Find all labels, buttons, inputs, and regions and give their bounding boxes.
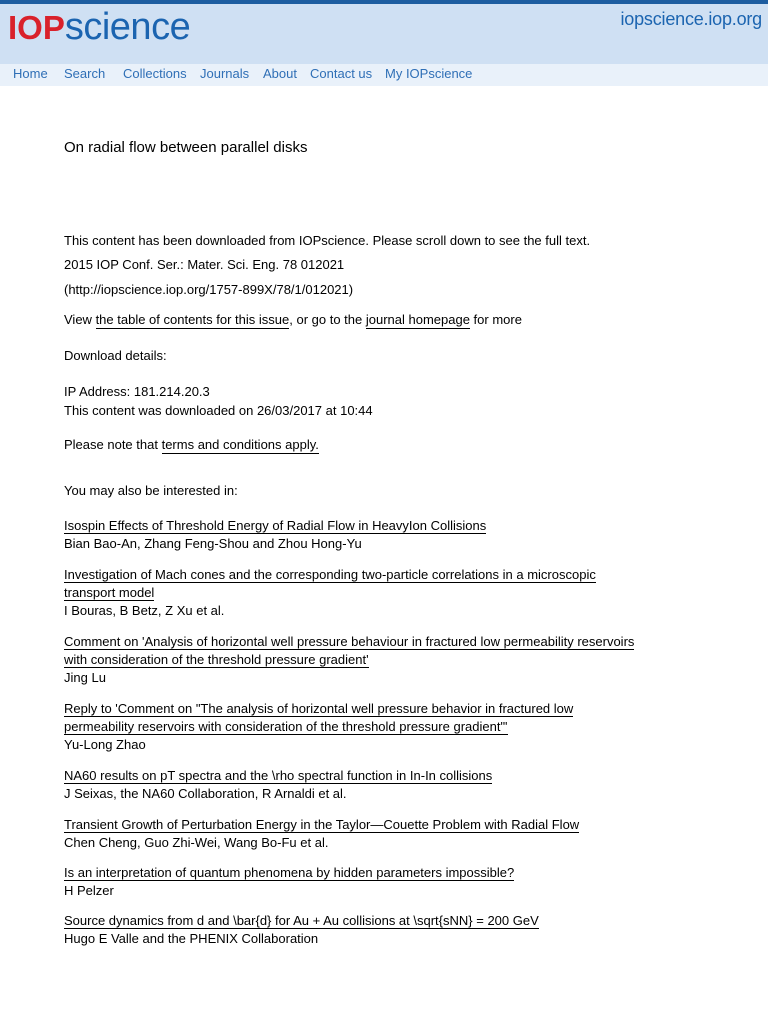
related-item-title-text[interactable]: Is an interpretation of quantum phenomena by hidden parameters impossible? xyxy=(64,865,515,880)
related-item-title-text[interactable]: Comment on 'Analysis of horizontal well pressure behaviour in fractured low permeability reservoirs with consideration of the threshold pressure gradient' xyxy=(64,634,635,667)
related-item-title-text[interactable]: Reply to 'Comment on "The analysis of horizontal well pressure behavior in fractured low permeability reservoirs with consideration of the threshold pressure gradient"' xyxy=(64,701,574,734)
related-item xyxy=(64,864,584,900)
related-item-authors: Chen Cheng, Guo Zhi-Wei, Wang Bo-Fu et al. xyxy=(64,835,329,850)
related-item-title[interactable] xyxy=(64,566,604,602)
related-item-title-text[interactable]: Isospin Effects of Threshold Energy of Radial Flow in HeavyIon Collisions xyxy=(64,518,487,533)
related-item-title-text[interactable]: Investigation of Mach cones and the corresponding two-particle correlations in a microscopic transport model xyxy=(64,567,596,600)
view-suffix: for more xyxy=(469,312,522,327)
nav-collections[interactable]: Collections xyxy=(123,66,187,81)
logo-iop-text: IOP xyxy=(8,9,65,46)
view-middle: , or go to the xyxy=(289,312,366,327)
terms-line xyxy=(64,436,319,454)
related-item-title[interactable] xyxy=(64,767,584,785)
related-item-title[interactable] xyxy=(64,912,584,930)
download-notice: This content has been downloaded from IOPscience. Please scroll down to see the full text. xyxy=(64,233,591,248)
toc-link[interactable]: the table of contents for this issue xyxy=(95,312,290,327)
terms-prefix: Please note that xyxy=(64,437,162,452)
related-item-authors: H Pelzer xyxy=(64,883,114,898)
related-item-title-text[interactable]: Source dynamics from d and \bar{d} for Au + Au collisions at \sqrt{sNN} = 200 GeV xyxy=(64,913,539,928)
related-item-authors: I Bouras, B Betz, Z Xu et al. xyxy=(64,603,225,618)
nav-journals[interactable]: Journals xyxy=(200,66,250,81)
nav-my-iopscience[interactable]: My IOPscience xyxy=(385,66,473,81)
related-item xyxy=(64,912,584,948)
journal-homepage-link[interactable]: journal homepage xyxy=(365,312,470,327)
view-prefix: View xyxy=(64,312,96,327)
related-item-authors: Jing Lu xyxy=(64,670,106,685)
related-item-authors: Bian Bao-An, Zhang Feng-Shou and Zhou Hong-Yu xyxy=(64,536,362,551)
related-item-authors: J Seixas, the NA60 Collaboration, R Arnaldi et al. xyxy=(64,786,347,801)
article-url: (http://iopscience.iop.org/1757-899X/78/1/012021) xyxy=(64,282,354,297)
logo-science-text: science xyxy=(64,6,191,48)
related-item xyxy=(64,566,604,620)
terms-link[interactable]: terms and conditions apply. xyxy=(161,437,319,452)
related-item-title-text[interactable]: Transient Growth of Perturbation Energy in the Taylor—Couette Problem with Radial Flow xyxy=(64,817,580,832)
nav-home[interactable]: Home xyxy=(13,66,48,81)
related-item-title[interactable] xyxy=(64,633,644,669)
nav-about[interactable]: About xyxy=(263,66,297,81)
related-item-title[interactable] xyxy=(64,864,584,882)
related-item-title[interactable] xyxy=(64,517,514,535)
ip-address: IP Address: 181.214.20.3 xyxy=(64,384,210,399)
downloaded-on: This content was downloaded on 26/03/2017 at 10:44 xyxy=(64,403,373,418)
iopscience-logo[interactable] xyxy=(8,6,190,50)
related-item xyxy=(64,517,514,553)
site-header xyxy=(0,4,768,64)
related-item xyxy=(64,767,584,803)
related-item-authors: Yu-Long Zhao xyxy=(64,737,146,752)
site-url[interactable]: iopscience.iop.org xyxy=(620,9,762,29)
article-title: On radial flow between parallel disks xyxy=(64,139,308,156)
related-item-authors: Hugo E Valle and the PHENIX Collaboration xyxy=(64,931,319,946)
view-links-line xyxy=(64,311,522,329)
related-item-title[interactable] xyxy=(64,700,584,736)
related-item-title-text[interactable]: NA60 results on pT spectra and the \rho spectral function in In-In collisions xyxy=(64,768,493,783)
related-item xyxy=(64,700,584,754)
citation: 2015 IOP Conf. Ser.: Mater. Sci. Eng. 78 012021 xyxy=(64,257,345,272)
nav-search[interactable]: Search xyxy=(64,66,106,81)
related-item-title[interactable] xyxy=(64,816,624,834)
related-item xyxy=(64,816,624,852)
nav-contact-us[interactable]: Contact us xyxy=(310,66,373,81)
related-item xyxy=(64,633,644,687)
download-details-heading: Download details: xyxy=(64,348,167,363)
main-nav xyxy=(0,64,768,86)
related-heading: You may also be interested in: xyxy=(64,483,238,498)
